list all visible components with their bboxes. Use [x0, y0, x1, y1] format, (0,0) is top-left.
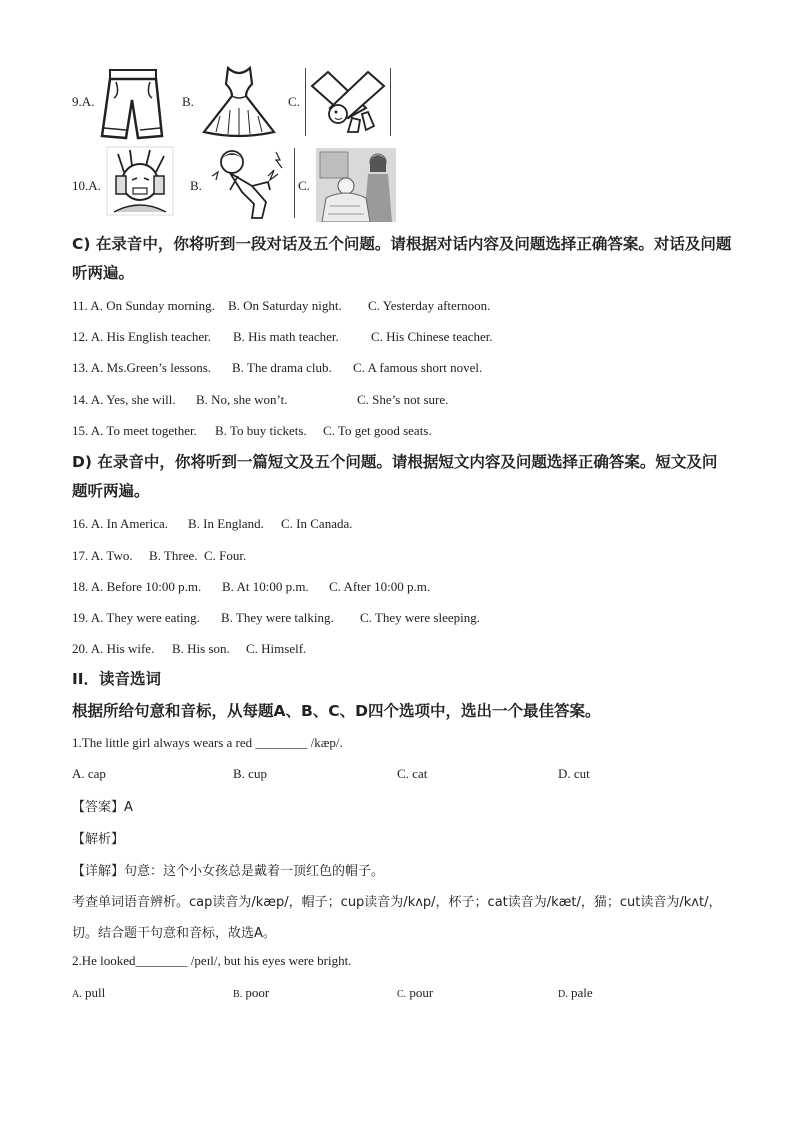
q20-option-c: C. Himself. [246, 641, 307, 656]
part2-q1-option-b: B. cup [233, 766, 267, 781]
question-20 [72, 641, 306, 657]
part2-q1-options [72, 766, 590, 782]
q11-option-c: C. Yesterday afternoon. [368, 298, 491, 313]
part2-q2-option-d [558, 985, 593, 1001]
q9-label: 9.A. [72, 94, 95, 109]
question-17 [72, 548, 246, 564]
part2-q2-letter-c: C. [397, 989, 407, 1000]
q13-option-a: 13. A. Ms.Green’s lessons. [72, 360, 212, 375]
question-19 [72, 610, 480, 626]
q18-option-b: B. At 10:00 p.m. [222, 579, 309, 594]
question-13 [72, 360, 482, 376]
q17-option-c: C. Four. [204, 548, 247, 563]
q20-option-a: 20. A. His wife. [72, 641, 155, 656]
part2-q2-option-b [233, 985, 397, 1001]
q10-option-c: C. [298, 178, 310, 193]
part-2-instruction: 根据所给句意和音标，从每题A、B、C、D四个选项中，选出一个最佳答案。 [72, 702, 601, 720]
q10-option-b: B. [190, 178, 202, 193]
q17-option-a: 17. A. Two. [72, 548, 133, 563]
part2-q2-text-d: pale [570, 985, 593, 1000]
question-15 [72, 423, 432, 439]
part2-q2-text-c: pour [409, 985, 434, 1000]
q16-option-a: 16. A. In America. [72, 516, 169, 531]
q14-option-a: 14. A. Yes, she will. [72, 392, 176, 407]
part2-q2-letter-d: D. [558, 989, 568, 1000]
q19-option-a: 19. A. They were eating. [72, 610, 200, 625]
part2-q1-option-a: A. cap [72, 766, 106, 781]
q11-option-a: 11. A. On Sunday morning. [72, 298, 215, 313]
part2-q2-letter-b: B. [233, 989, 243, 1000]
headache-boy-image [106, 146, 174, 216]
q9-option-c: C. [288, 94, 300, 109]
q10-label: 10.A. [72, 178, 101, 193]
part2-question-2: 2.He looked________ /peɪl/, but his eyes were bright. [72, 953, 352, 968]
q18-option-c: C. After 10:00 p.m. [329, 579, 431, 594]
part2-q1-option-c: C. cat [397, 766, 428, 781]
part2-q2-text-a: pull [84, 985, 106, 1000]
question-16 [72, 516, 352, 532]
q12-option-a: 12. A. His English teacher. [72, 329, 212, 344]
q11-option-b: B. On Saturday night. [228, 298, 342, 313]
backache-woman-image [208, 146, 296, 220]
q14-option-c: C. She’s not sure. [357, 392, 449, 407]
q13-option-c: C. A famous short novel. [353, 360, 483, 375]
q10-divider [294, 148, 295, 218]
q20-option-b: B. His son. [172, 641, 230, 656]
q15-option-c: C. To get good seats. [323, 423, 432, 438]
q12-option-c: C. His Chinese teacher. [371, 329, 493, 344]
question-18 [72, 579, 430, 595]
scarf-image [308, 68, 388, 136]
q9-divider-left [305, 68, 306, 136]
question-12 [72, 329, 493, 345]
q14-option-b: B. No, she won’t. [196, 392, 288, 407]
q9-picture-row [72, 66, 412, 146]
q12-option-b: B. His math teacher. [233, 329, 339, 344]
q16-option-b: B. In England. [188, 516, 264, 531]
q15-option-b: B. To buy tickets. [215, 423, 307, 438]
q9-option-b: B. [182, 94, 194, 109]
explanation-line-1: 考查单词语音辨析。cap读音为/kæp/，帽子；cup读音为/kʌp/，杯子；cat读音为/kæt/，猫；cut读音为/kʌt/， [72, 895, 722, 910]
answer-line: 【答案】A [72, 800, 133, 815]
part2-q2-option-a [72, 985, 233, 1001]
dress-image [200, 66, 278, 138]
section-d-heading: D) 在录音中，你将听到一篇短文及五个问题。请根据短文内容及问题选择正确答案。短文及问题听两遍。 [72, 453, 718, 500]
q17-option-b: B. Three. [149, 548, 198, 563]
detail-line: 【详解】句意：这个小女孩总是戴着一顶红色的帽子。 [72, 864, 385, 879]
part2-q2-options [72, 985, 593, 1001]
q13-option-b: B. The drama club. [232, 360, 332, 375]
question-11 [72, 298, 490, 314]
q19-option-b: B. They were talking. [221, 610, 334, 625]
q15-option-a: 15. A. To meet together. [72, 423, 197, 438]
analysis-tag: 【解析】 [72, 832, 125, 847]
q19-option-c: C. They were sleeping. [360, 610, 480, 625]
part2-q2-option-c [397, 985, 558, 1001]
shorts-image [96, 68, 168, 142]
part2-q2-text-b: poor [245, 985, 270, 1000]
sick-in-bed-image [316, 148, 396, 222]
part2-q1-option-d: D. cut [558, 766, 590, 781]
section-c-heading: C) 在录音中，你将听到一段对话及五个问题。请根据对话内容及问题选择正确答案。对话及问题听两遍。 [72, 235, 732, 282]
q10-picture-row [72, 146, 402, 226]
part2-q2-letter-a: A. [72, 989, 82, 1000]
q16-option-c: C. In Canada. [281, 516, 353, 531]
explanation-line-2: 切。结合题干句意和音标，故选A。 [72, 926, 276, 941]
question-14 [72, 392, 448, 408]
q9-divider-right [390, 68, 391, 136]
part-2-title: II．读音选词 [72, 670, 162, 688]
q18-option-a: 18. A. Before 10:00 p.m. [72, 579, 202, 594]
part2-question-1: 1.The little girl always wears a red ________ /kæp/. [72, 735, 343, 750]
